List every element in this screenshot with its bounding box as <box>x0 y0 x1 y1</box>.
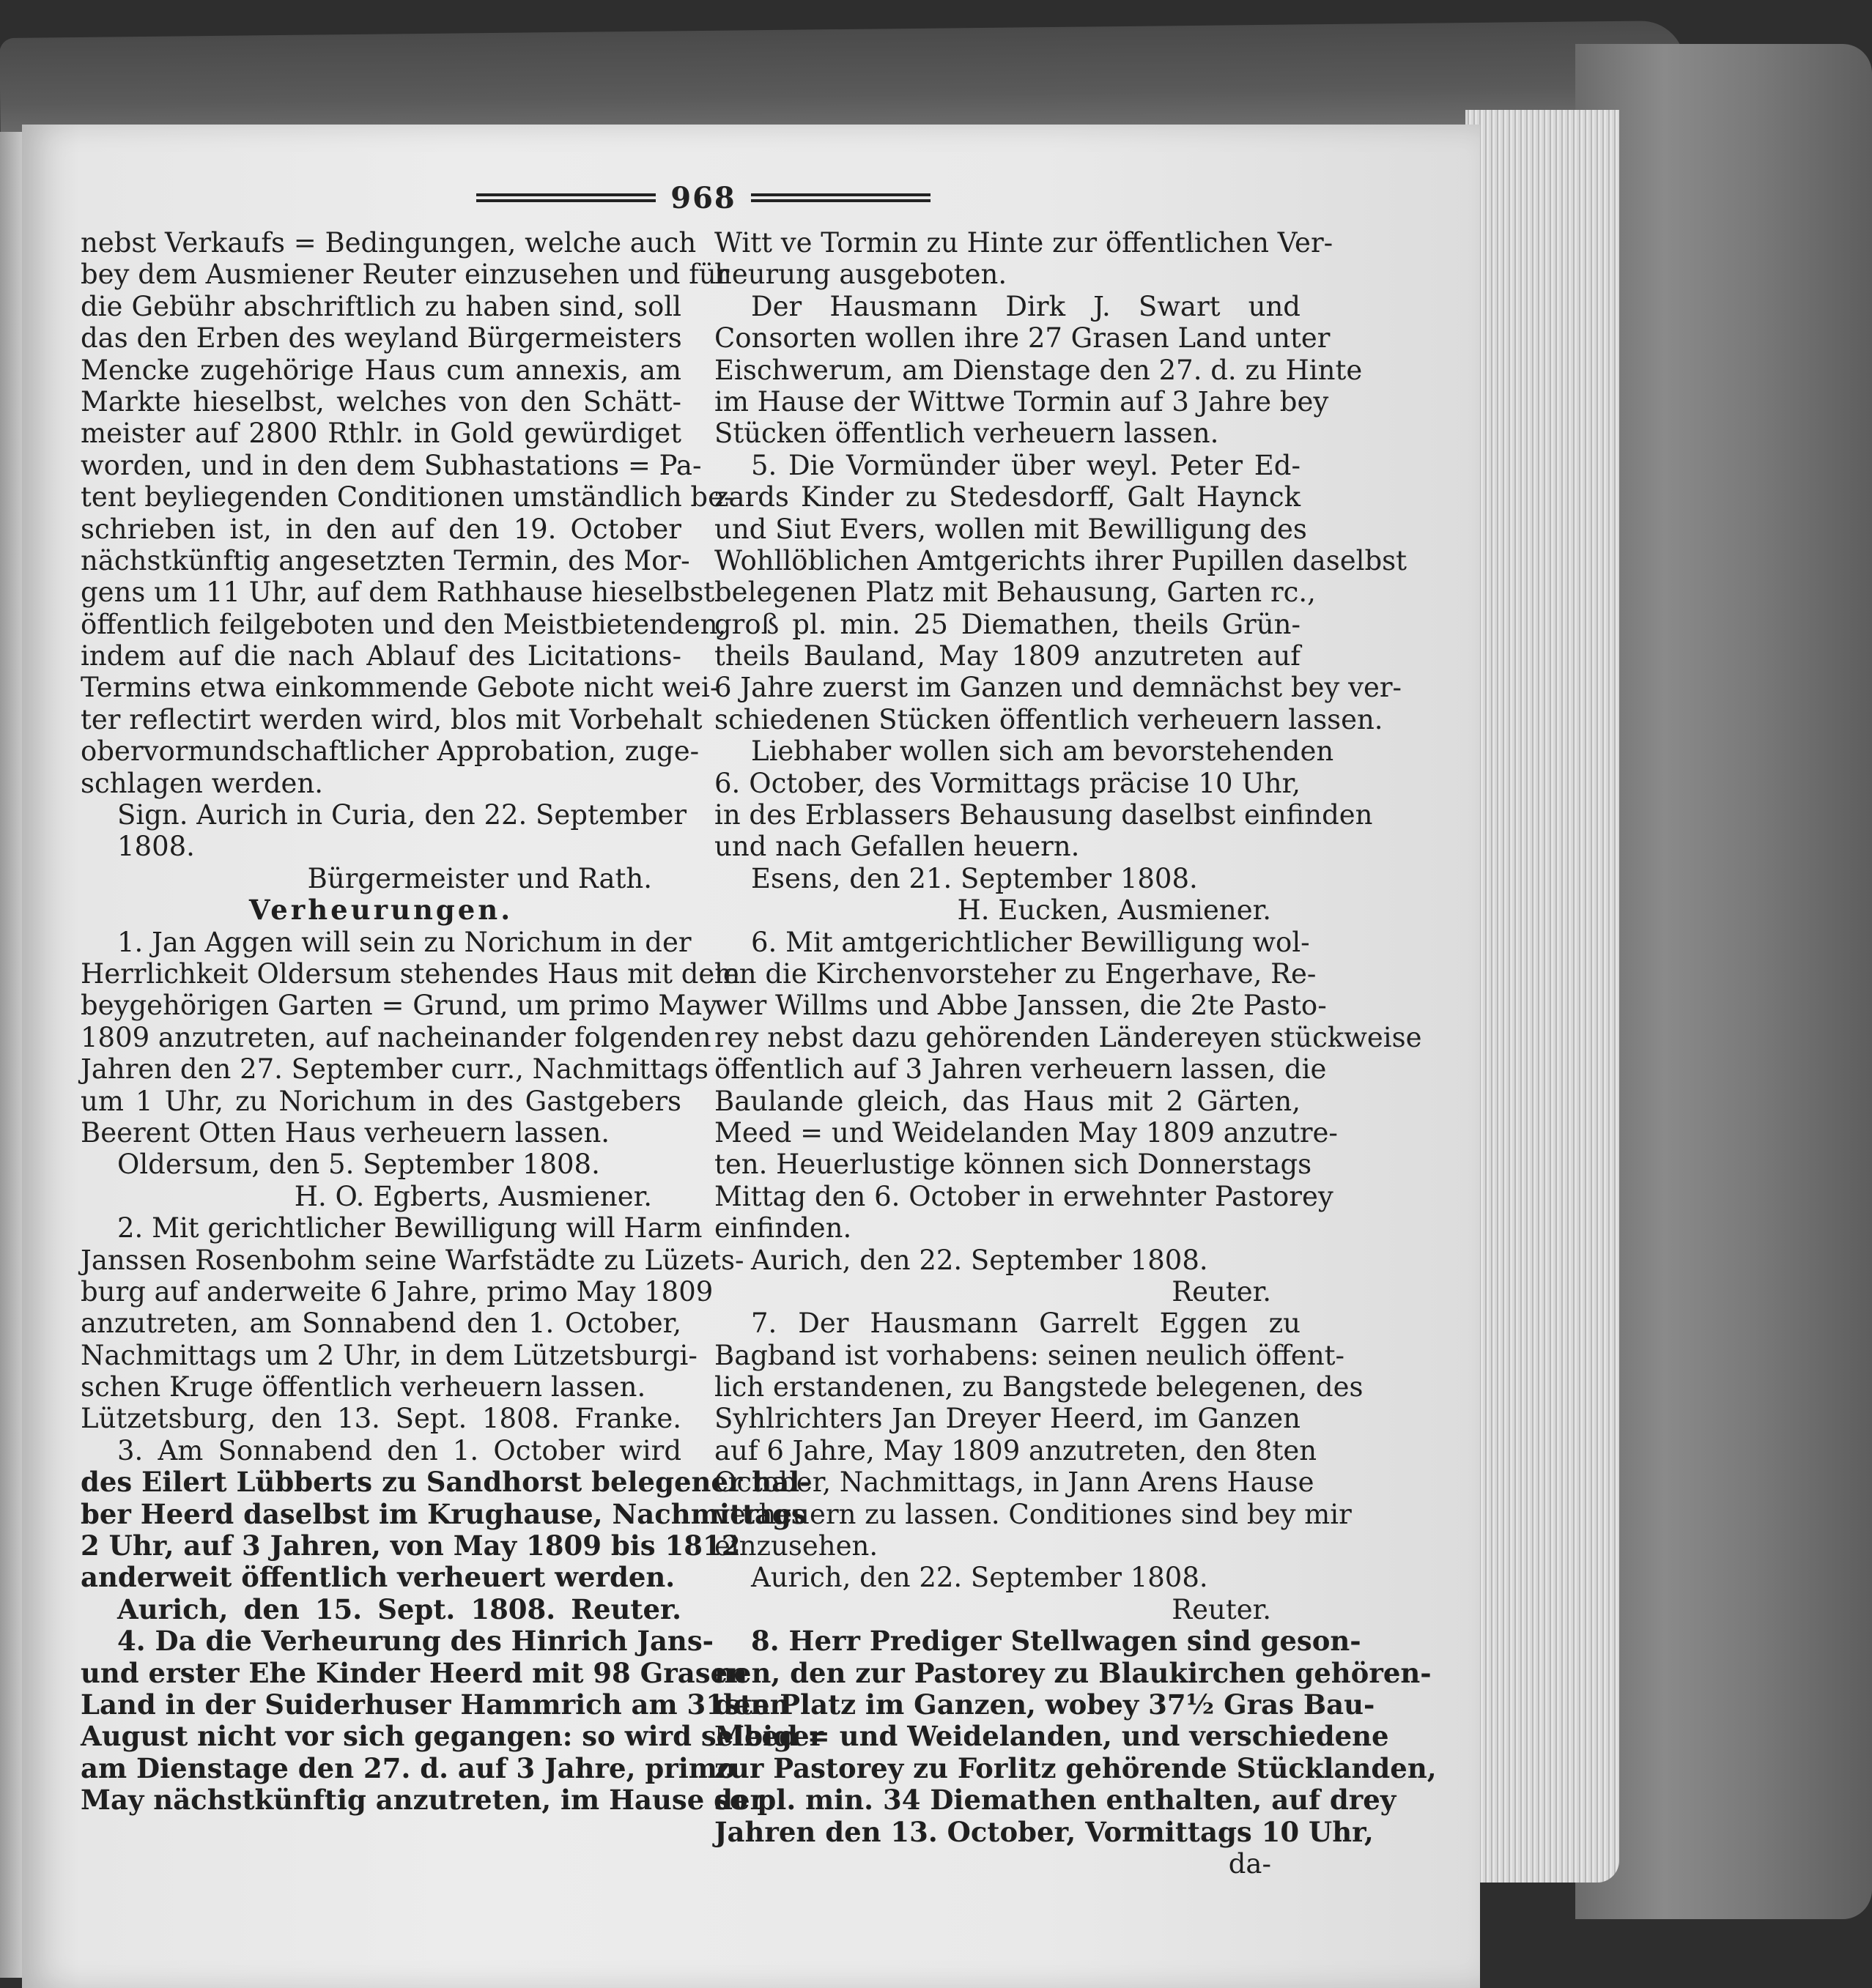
text-line: Aurich, den 22. September 1808. <box>751 1562 1208 1594</box>
text-line: Consorten wollen ihre 27 Grasen Land unter <box>714 322 1331 355</box>
text-line: Reuter. <box>1172 1275 1271 1308</box>
text-line: ter reflectirt werden wird, blos mit Vorbehalt <box>81 703 703 735</box>
text-line: 7. Der Hausmann Garrelt Eggen zu <box>751 1308 1301 1340</box>
text-line: rey nebst dazu gehörenden Ländereyen stückweise <box>714 1021 1422 1053</box>
text-line: so pl. min. 34 Diemathen enthalten, auf drey <box>714 1784 1396 1817</box>
text-line: und nach Gefallen heuern. <box>714 831 1080 863</box>
text-line: burg auf anderweite 6 Jahre, primo May 1809 <box>81 1275 714 1308</box>
text-line: bey dem Ausmiener Reuter einzusehen und für <box>81 259 730 291</box>
text-line: 6 Jahre zuerst im Ganzen und demnächst bey ver- <box>714 672 1402 704</box>
text-line: 2 Uhr, auf 3 Jahren, von May 1809 bis 1812 <box>81 1529 741 1562</box>
text-line: nächstkünftig angesetzten Termin, des Mor- <box>81 544 690 576</box>
text-line: Aurich, den 15. Sept. 1808. Reuter. <box>117 1592 681 1625</box>
page-edges <box>1465 110 1619 1883</box>
text-line: Jahren den 13. October, Vormittags 10 Uhr, <box>714 1815 1374 1848</box>
text-line: zards Kinder zu Stedesdorff, Galt Haynck <box>714 481 1301 513</box>
text-line: auf 6 Jahre, May 1809 anzutreten, den 8ten <box>714 1434 1317 1466</box>
text-line: 4. Da die Verheurung des Hinrich Jans- <box>117 1625 714 1658</box>
text-line: öffentlich feilgeboten und den Meistbietenden, <box>81 608 727 640</box>
text-line: Mittag den 6. October in erwehnter Pastorey <box>714 1180 1333 1212</box>
header-rule-right <box>751 193 931 202</box>
text-line: 3. Am Sonnabend den 1. October wird <box>117 1434 681 1466</box>
text-line: worden, und in den dem Subhastations = Pa- <box>81 449 702 481</box>
text-line: beygehörigen Garten = Grund, um primo May <box>81 990 718 1022</box>
text-line: einzusehen. <box>714 1530 878 1562</box>
text-line: und erster Ehe Kinder Heerd mit 98 Grasen <box>81 1656 748 1689</box>
text-line: am Dienstage den 27. d. auf 3 Jahre, primo <box>81 1751 736 1784</box>
text-line: 1. Jan Aggen will sein zu Norichum in der <box>117 926 692 958</box>
text-line: groß pl. min. 25 Diemathen, theils Grün- <box>714 608 1301 640</box>
text-line: Reuter. <box>1172 1593 1271 1625</box>
text-line: Sign. Aurich in Curia, den 22. September <box>117 799 687 831</box>
text-line: H. O. Egberts, Ausmiener. <box>294 1180 652 1212</box>
text-line: Termins etwa einkommende Gebote nicht wei- <box>81 672 719 704</box>
text-line: nebst Verkaufs = Bedingungen, welche auch <box>81 227 697 259</box>
text-line: obervormundschaftlicher Approbation, zuge- <box>81 735 700 768</box>
text-line: ber Heerd daselbst im Krughause, Nachmittags <box>81 1497 807 1530</box>
text-line: anzutreten, am Sonnabend den 1. October, <box>81 1308 681 1340</box>
text-line: Verheurungen. <box>248 894 514 927</box>
text-line: Jahren den 27. September curr., Nachmittags <box>81 1053 709 1086</box>
text-line: 1808. <box>117 831 195 863</box>
text-line: Eischwerum, am Dienstage den 27. d. zu Hinte <box>714 354 1363 386</box>
text-line: May nächstkünftig anzutreten, im Hause der <box>81 1784 765 1817</box>
text-line: Witt ve Tormin zu Hinte zur öffentlichen Ver- <box>714 227 1333 259</box>
text-line: und Siut Evers, wollen mit Bewilligung des <box>714 513 1307 545</box>
text-line: 6. Mit amtgerichtlicher Bewilligung wol- <box>751 926 1310 958</box>
page-header <box>476 179 931 216</box>
text-line: da- <box>1228 1847 1271 1880</box>
text-line: theils Bauland, May 1809 anzutreten auf <box>714 640 1301 672</box>
text-line: Land in der Suiderhuser Hammrich am 31sten <box>81 1688 790 1721</box>
text-line: schiedenen Stücken öffentlich verheuern lassen. <box>714 703 1383 735</box>
text-line: belegenen Platz mit Behausung, Garten rc., <box>714 576 1316 609</box>
text-line: öffentlich auf 3 Jahren verheuern lassen, die <box>714 1053 1327 1086</box>
text-line: um 1 Uhr, zu Norichum in des Gastgebers <box>81 1085 681 1117</box>
text-line: 1809 anzutreten, auf nacheinander folgenden <box>81 1021 711 1053</box>
right-text-column <box>714 227 1437 1880</box>
header-rule-left <box>476 193 656 202</box>
text-line: Aurich, den 22. September 1808. <box>751 1244 1208 1276</box>
text-line: schen Kruge öffentlich verheuern lassen. <box>81 1371 646 1403</box>
text-line: H. Eucken, Ausmiener. <box>957 894 1271 927</box>
text-line: Oldersum, den 5. September 1808. <box>117 1149 600 1181</box>
text-line: Baulande gleich, das Haus mit 2 Gärten, <box>714 1085 1301 1117</box>
text-line: das den Erben des weyland Bürgermeisters <box>81 322 682 355</box>
text-line: Syhlrichters Jan Dreyer Heerd, im Ganzen <box>714 1403 1301 1435</box>
text-line: Beerent Otten Haus verheuern lassen. <box>81 1116 610 1149</box>
text-line: meister auf 2800 Rthlr. in Gold gewürdiget <box>81 418 681 450</box>
text-line: schlagen werden. <box>81 767 324 799</box>
text-line: schrieben ist, in den auf den 19. October <box>81 513 681 545</box>
text-line: Bürgermeister und Rath. <box>307 862 652 894</box>
text-line: Esens, den 21. September 1808. <box>751 862 1198 894</box>
text-line: anderweit öffentlich verheuert werden. <box>81 1561 676 1594</box>
text-line: ten. Heuerlustige können sich Donnerstags <box>714 1149 1312 1181</box>
text-line: Wohllöblichen Amtgerichts ihrer Pupillen daselbst <box>714 544 1407 576</box>
text-line: Herrlichkeit Oldersum stehendes Haus mit dem <box>81 957 741 990</box>
text-line: tent beyliegenden Conditionen umständlich be- <box>81 481 733 513</box>
text-line: in des Erblassers Behausung daselbst einfinden <box>714 799 1373 831</box>
text-line: wer Willms und Abbe Janssen, die 2te Pasto- <box>714 990 1327 1022</box>
text-line: Der Hausmann Dirk J. Swart und <box>751 290 1301 322</box>
text-line: Stücken öffentlich verheuern lassen. <box>714 418 1219 450</box>
text-line: len die Kirchenvorsteher zu Engerhave, Re- <box>714 957 1317 990</box>
text-line: die Gebühr abschriftlich zu haben sind, soll <box>81 290 681 322</box>
page-number: 968 <box>670 180 736 215</box>
text-line: lich erstandenen, zu Bangstede belegenen, des <box>714 1371 1364 1403</box>
text-line: Liebhaber wollen sich am bevorstehenden <box>751 735 1334 768</box>
text-line: Lützetsburg, den 13. Sept. 1808. Franke. <box>81 1403 681 1435</box>
text-line: 6. October, des Vormittags präcise 10 Uhr, <box>714 767 1301 799</box>
text-line: heurung ausgeboten. <box>714 259 1007 291</box>
text-line: Meed = und Weidelanden, und verschiedene <box>714 1720 1389 1753</box>
text-line: Mencke zugehörige Haus cum annexis, am <box>81 354 681 386</box>
text-line: 2. Mit gerichtlicher Bewilligung will Harm <box>117 1212 703 1245</box>
text-line: October, Nachmittags, in Jann Arens Hause <box>714 1466 1314 1499</box>
text-line: gens um 11 Uhr, auf dem Rathhause hieselbst <box>81 576 715 609</box>
book-cover-right <box>1575 44 1872 1919</box>
text-line: August nicht vor sich gegangen: so wird selbiger <box>81 1720 824 1753</box>
text-line: Meed = und Weidelanden May 1809 anzutre- <box>714 1116 1338 1149</box>
text-line: 8. Herr Prediger Stellwagen sind geson- <box>751 1625 1361 1658</box>
text-line: des Eilert Lübberts zu Sandhorst belegener hal- <box>81 1466 811 1499</box>
text-line: nen, den zur Pastorey zu Blaukirchen gehören- <box>714 1656 1432 1689</box>
text-line: Markte hieselbst, welches von den Schätt- <box>81 385 681 418</box>
text-line: im Hause der Wittwe Tormin auf 3 Jahre bey <box>714 385 1329 418</box>
text-line: zur Pastorey zu Forlitz gehörende Stücklanden, <box>714 1751 1437 1784</box>
text-line: den Platz im Ganzen, wobey 37½ Gras Bau- <box>714 1688 1375 1721</box>
text-line: Janssen Rosenbohm seine Warfstädte zu Lüzets- <box>81 1244 744 1276</box>
text-line: verheuern zu lassen. Conditiones sind bey mir <box>714 1498 1352 1530</box>
text-line: 5. Die Vormünder über weyl. Peter Ed- <box>751 449 1301 481</box>
text-line: Bagband ist vorhabens: seinen neulich öffent- <box>714 1339 1345 1371</box>
text-line: einfinden. <box>714 1212 852 1245</box>
text-line: indem auf die nach Ablauf des Licitations- <box>81 640 681 672</box>
text-line: Nachmittags um 2 Uhr, in dem Lützetsburgi- <box>81 1339 698 1371</box>
